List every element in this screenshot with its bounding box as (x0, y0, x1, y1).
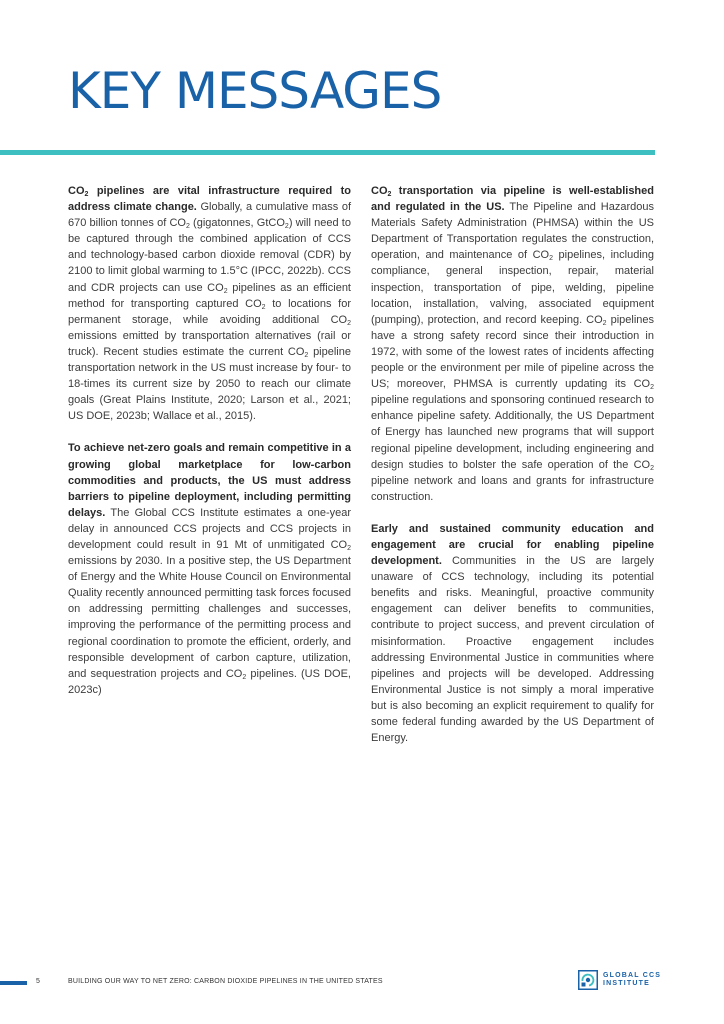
left-p2-lead: To achieve net-zero goals and remain competitive in a growing global marketplace for low-carbon commodities and products, the US must address barriers to pipeline deployment, including permitting delays. (68, 442, 351, 519)
right-p2-lead: Early and sustained community education and engagement are crucial for enabling pipeline development. (371, 522, 654, 568)
left-column (68, 183, 351, 714)
right-paragraph-2 (371, 521, 654, 746)
right-paragraph-1: $CO_2$ transportation via pipeline is well-established and regulated in the US. The Pipeline and Hazardous Materials Safety Administration (PHMSA) within the US Department of Transportation regulates the construction, operation, and maintenance of $CO_2$ pipelines, including compliance, general inspection, repair, material inspection, transportation of pipe, welding, pipeline location, installation, valving, associated equipment (pumping), protection, and record keeping. $CO_2$ pipelines have a strong safety record since their introduction in 1972, with some of the lowest rates of incidents affecting people or the environment per mile of pipeline across the US; moreover, PHMSA is currently updating its $CO_2$ pipeline regulations and sponsoring continued research to enhance pipeline safety. Additionally, the US Department of Energy has launched new programs that will support regional pipeline development, including engineering and design studies to bolster the safe operation of the $CO_2$ pipeline network and loans and grants for infrastructure construction. (371, 185, 655, 503)
right-column (371, 183, 654, 762)
globe-logo-icon (578, 970, 598, 990)
page-number: 5 (36, 978, 40, 985)
logo-wordmark (603, 972, 661, 988)
logo-line-1: GLOBAL CCS (603, 972, 662, 979)
global-ccs-institute-logo (578, 970, 661, 990)
left-paragraph-1: $CO_2$ pipelines are vital infrastructure required to address climate change. Globally, a cumulative mass of 670 billion tonnes of $CO_2$ (gigatonnes, GtCO$_2$) will need to be captured through the combined application of CCS and technology-based carbon dioxide removal (CDR) by 2100 to limit global warming to 1.5°C (IPCC, 2022b). CCS and CDR projects can use $CO_2$ pipelines as an efficient method for transporting captured $CO_2$ to locations for permanent storage, while avoiding additional $CO_2$ emissions emitted by transportation alternatives (rail or truck). Recent studies estimate the current $CO_2$ pipeline transportation network in the US must increase by four- to 18-times its current size by 2050 to reach our climate goals (Great Plains Institute, 2020; Larson et al., 2021; US DOE, 2023b; Wallace et al., 2015). (68, 185, 352, 423)
page-title: KEY MESSAGES (68, 62, 442, 120)
right-p2-body: Communities in the US are largely unaware of CCS technology, including its potential benefits and risks. Meaningful, proactive community engagement can deliver benefits to communities, contribute to project success, and prevent circulation of misinformation. Proactive engagement includes addressing Environmental Justice in communities where pipelines and projects will be developed. Addressing Environmental Justice is not simply a moral imperative but is also becoming an explicit requirement to qualify for some federal funding awarded by the US Department of Energy. (371, 555, 654, 745)
running-title: BUILDING OUR WAY TO NET ZERO: CARBON DIOXIDE PIPELINES IN THE UNITED STATES (68, 978, 383, 985)
title-rule (0, 150, 655, 155)
logo-line-2: INSTITUTE (603, 980, 650, 987)
right-p1-lead: $CO_2$ transportation via pipeline is well-established and regulated in the US. (371, 185, 654, 214)
left-paragraph-2: To achieve net-zero goals and remain competitive in a growing global marketplace for low-carbon commodities and products, the US must address barriers to pipeline deployment, including permitting delays. The Global CCS Institute estimates a one-year delay in announced CCS projects and CCS projects in development could result in 91 Mt of unmitigated $CO_2$ emissions by 2030. In a positive step, the US Department of Energy and the White House Council on Environmental Quality recently announced permitting task forces focused on addressing permitting challenges and successes, improving the performance of the permitting process and regional coordination to promote the efficient, orderly, and responsible development of carbon capture, utilization, and sequestration projects and $CO_2$ pipelines. (US DOE, 2023c) (68, 442, 351, 696)
footer-accent-bar (0, 981, 27, 985)
left-p1-lead: $CO_2$ pipelines are vital infrastructure required to address climate change. (68, 185, 351, 214)
